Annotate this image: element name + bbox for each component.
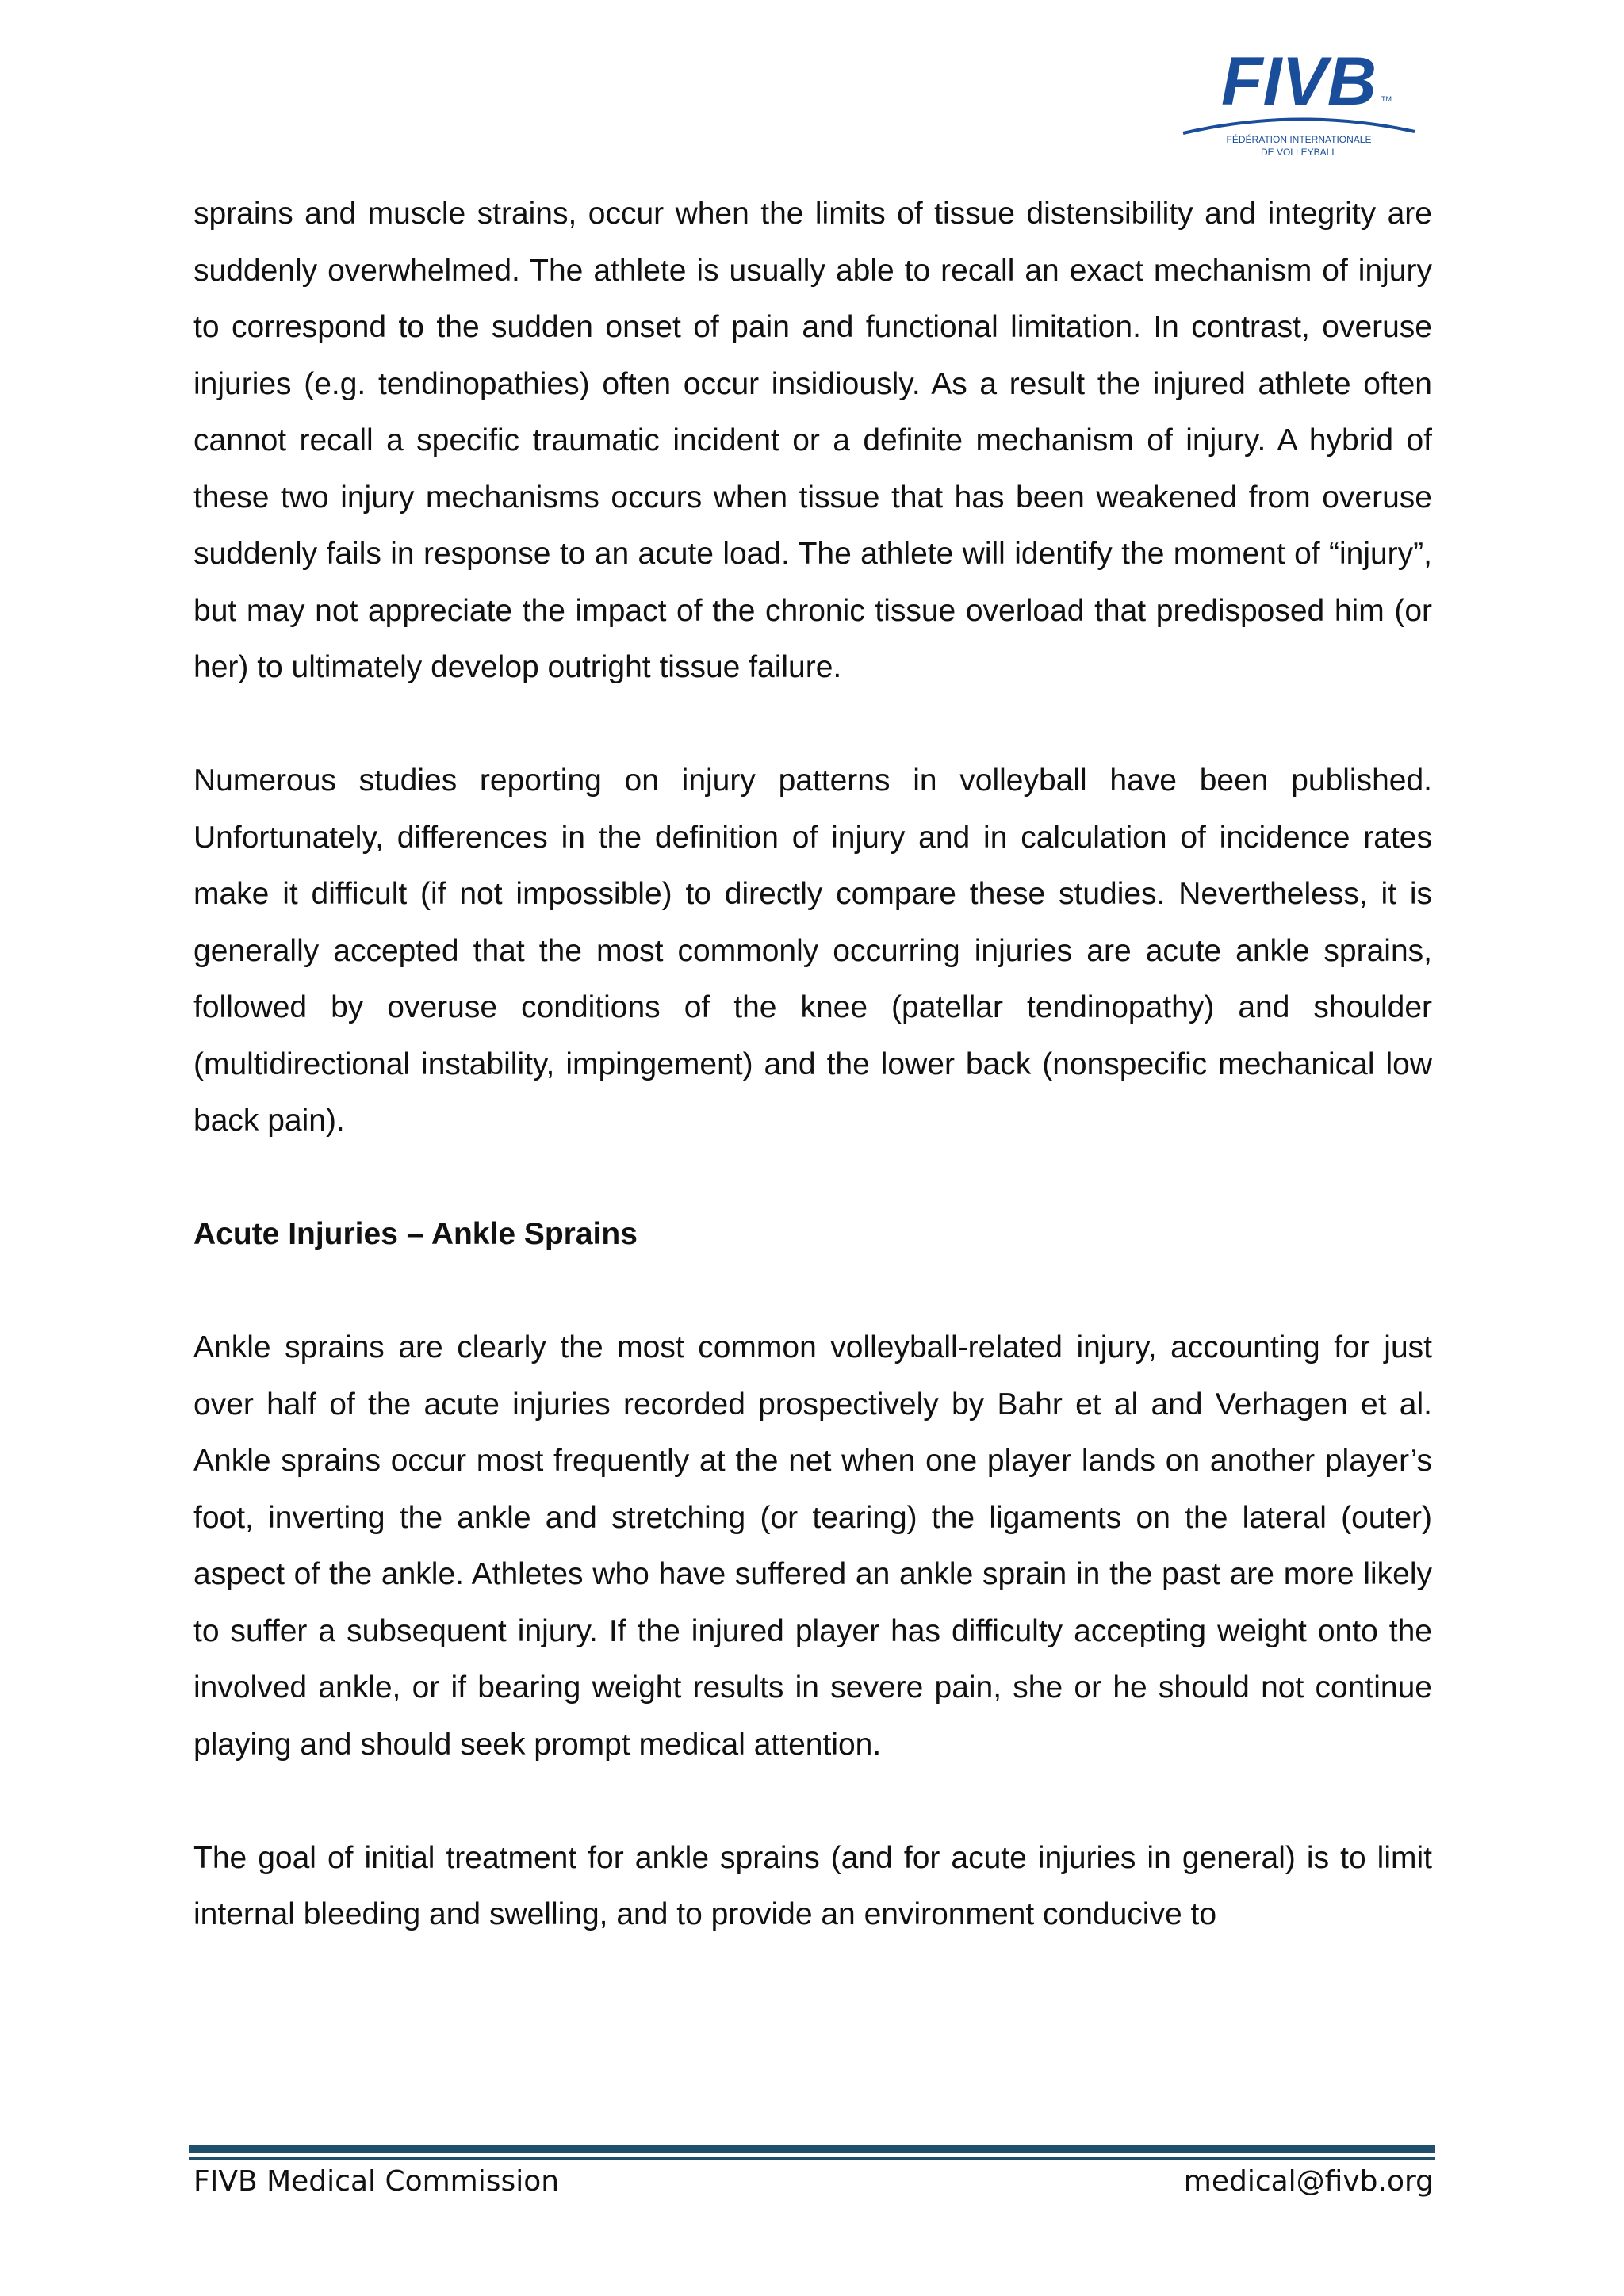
paragraph-ankle-sprains: Ankle sprains are clearly the most common volleyball-related injury, accounting for just over half of the acute injuries recorded prospectively by Bahr et al and Verhagen et al. Ankle sprains occur most frequently at the net when one player lands on another player’s foot, inverting the ankle and stretching (or tearing) the ligaments on the lateral (outer) aspect of the ankle. Athletes who have suffered an ankle sprain in the past are more likely to suffer a subsequent injury. If the injured player has difficulty accepting weight onto the involved ankle, or if bearing weight results in severe pain, she or he should not continue playing and should seek prompt medical attention. (193, 1330, 1432, 1762)
footer-email: medical@fivb.org (1183, 2165, 1434, 2198)
paragraph-spacer (193, 1150, 1432, 1207)
logo-wordmark: FIVB (1221, 44, 1377, 120)
paragraph-spacer (193, 1773, 1432, 1830)
paragraph-spacer (193, 696, 1432, 753)
logo-line1: FÉDÉRATION INTERNATIONALE (1226, 134, 1372, 145)
paragraph-initial-treatment: The goal of initial treatment for ankle sprains (and for acute injuries in general) is to limit internal bleeding and swelling, and to provide an environment conducive to (193, 1840, 1432, 1931)
paragraph-injury-mechanisms: sprains and muscle strains, occur when the limits of tissue distensibility and integrity are suddenly overwhelmed. The athlete is usually able to recall an exact mechanism of injury to correspond to the sudden onset of pain and functional limitation. In contrast, overuse injuries (e.g. tendinopathies) often occur insidiously. As a result the injured athlete often cannot recall a specific traumatic incident or a definite mechanism of injury. A hybrid of these two injury mechanisms occurs when tissue that has been weakened from overuse suddenly fails in response to an acute load. The athlete will identify the moment of “injury”, but may not appreciate the impact of the chronic tissue overload that predisposed him (or her) to ultimately develop outright tissue failure. (193, 197, 1432, 684)
logo-swoosh (1183, 119, 1415, 133)
logo-trademark: TM (1381, 95, 1392, 103)
fivb-logo (1180, 43, 1418, 170)
paragraph-injury-patterns: Numerous studies reporting on injury patterns in volleyball have been published. Unfortunately, differences in the definition of injury and in calculation of incidence rates make it difficult (if not impossible) to directly compare these studies. Nevertheless, it is generally accepted that the most commonly occurring injuries are acute ankle sprains, followed by overuse conditions of the knee (patellar tendinopathy) and shoulder (multidirectional instability, impingement) and the lower back (nonspecific mechanical low back pain). (193, 763, 1432, 1138)
footer-organization: FIVB Medical Commission (193, 2165, 560, 2198)
fivb-logo-graphic (1180, 43, 1418, 170)
paragraph-spacer (193, 1263, 1432, 1320)
logo-line2: DE VOLLEYBALL (1260, 147, 1338, 158)
footer-rule (189, 2145, 1435, 2153)
section-heading: Acute Injuries – Ankle Sprains (193, 1217, 638, 1251)
document-body (193, 186, 1432, 1943)
